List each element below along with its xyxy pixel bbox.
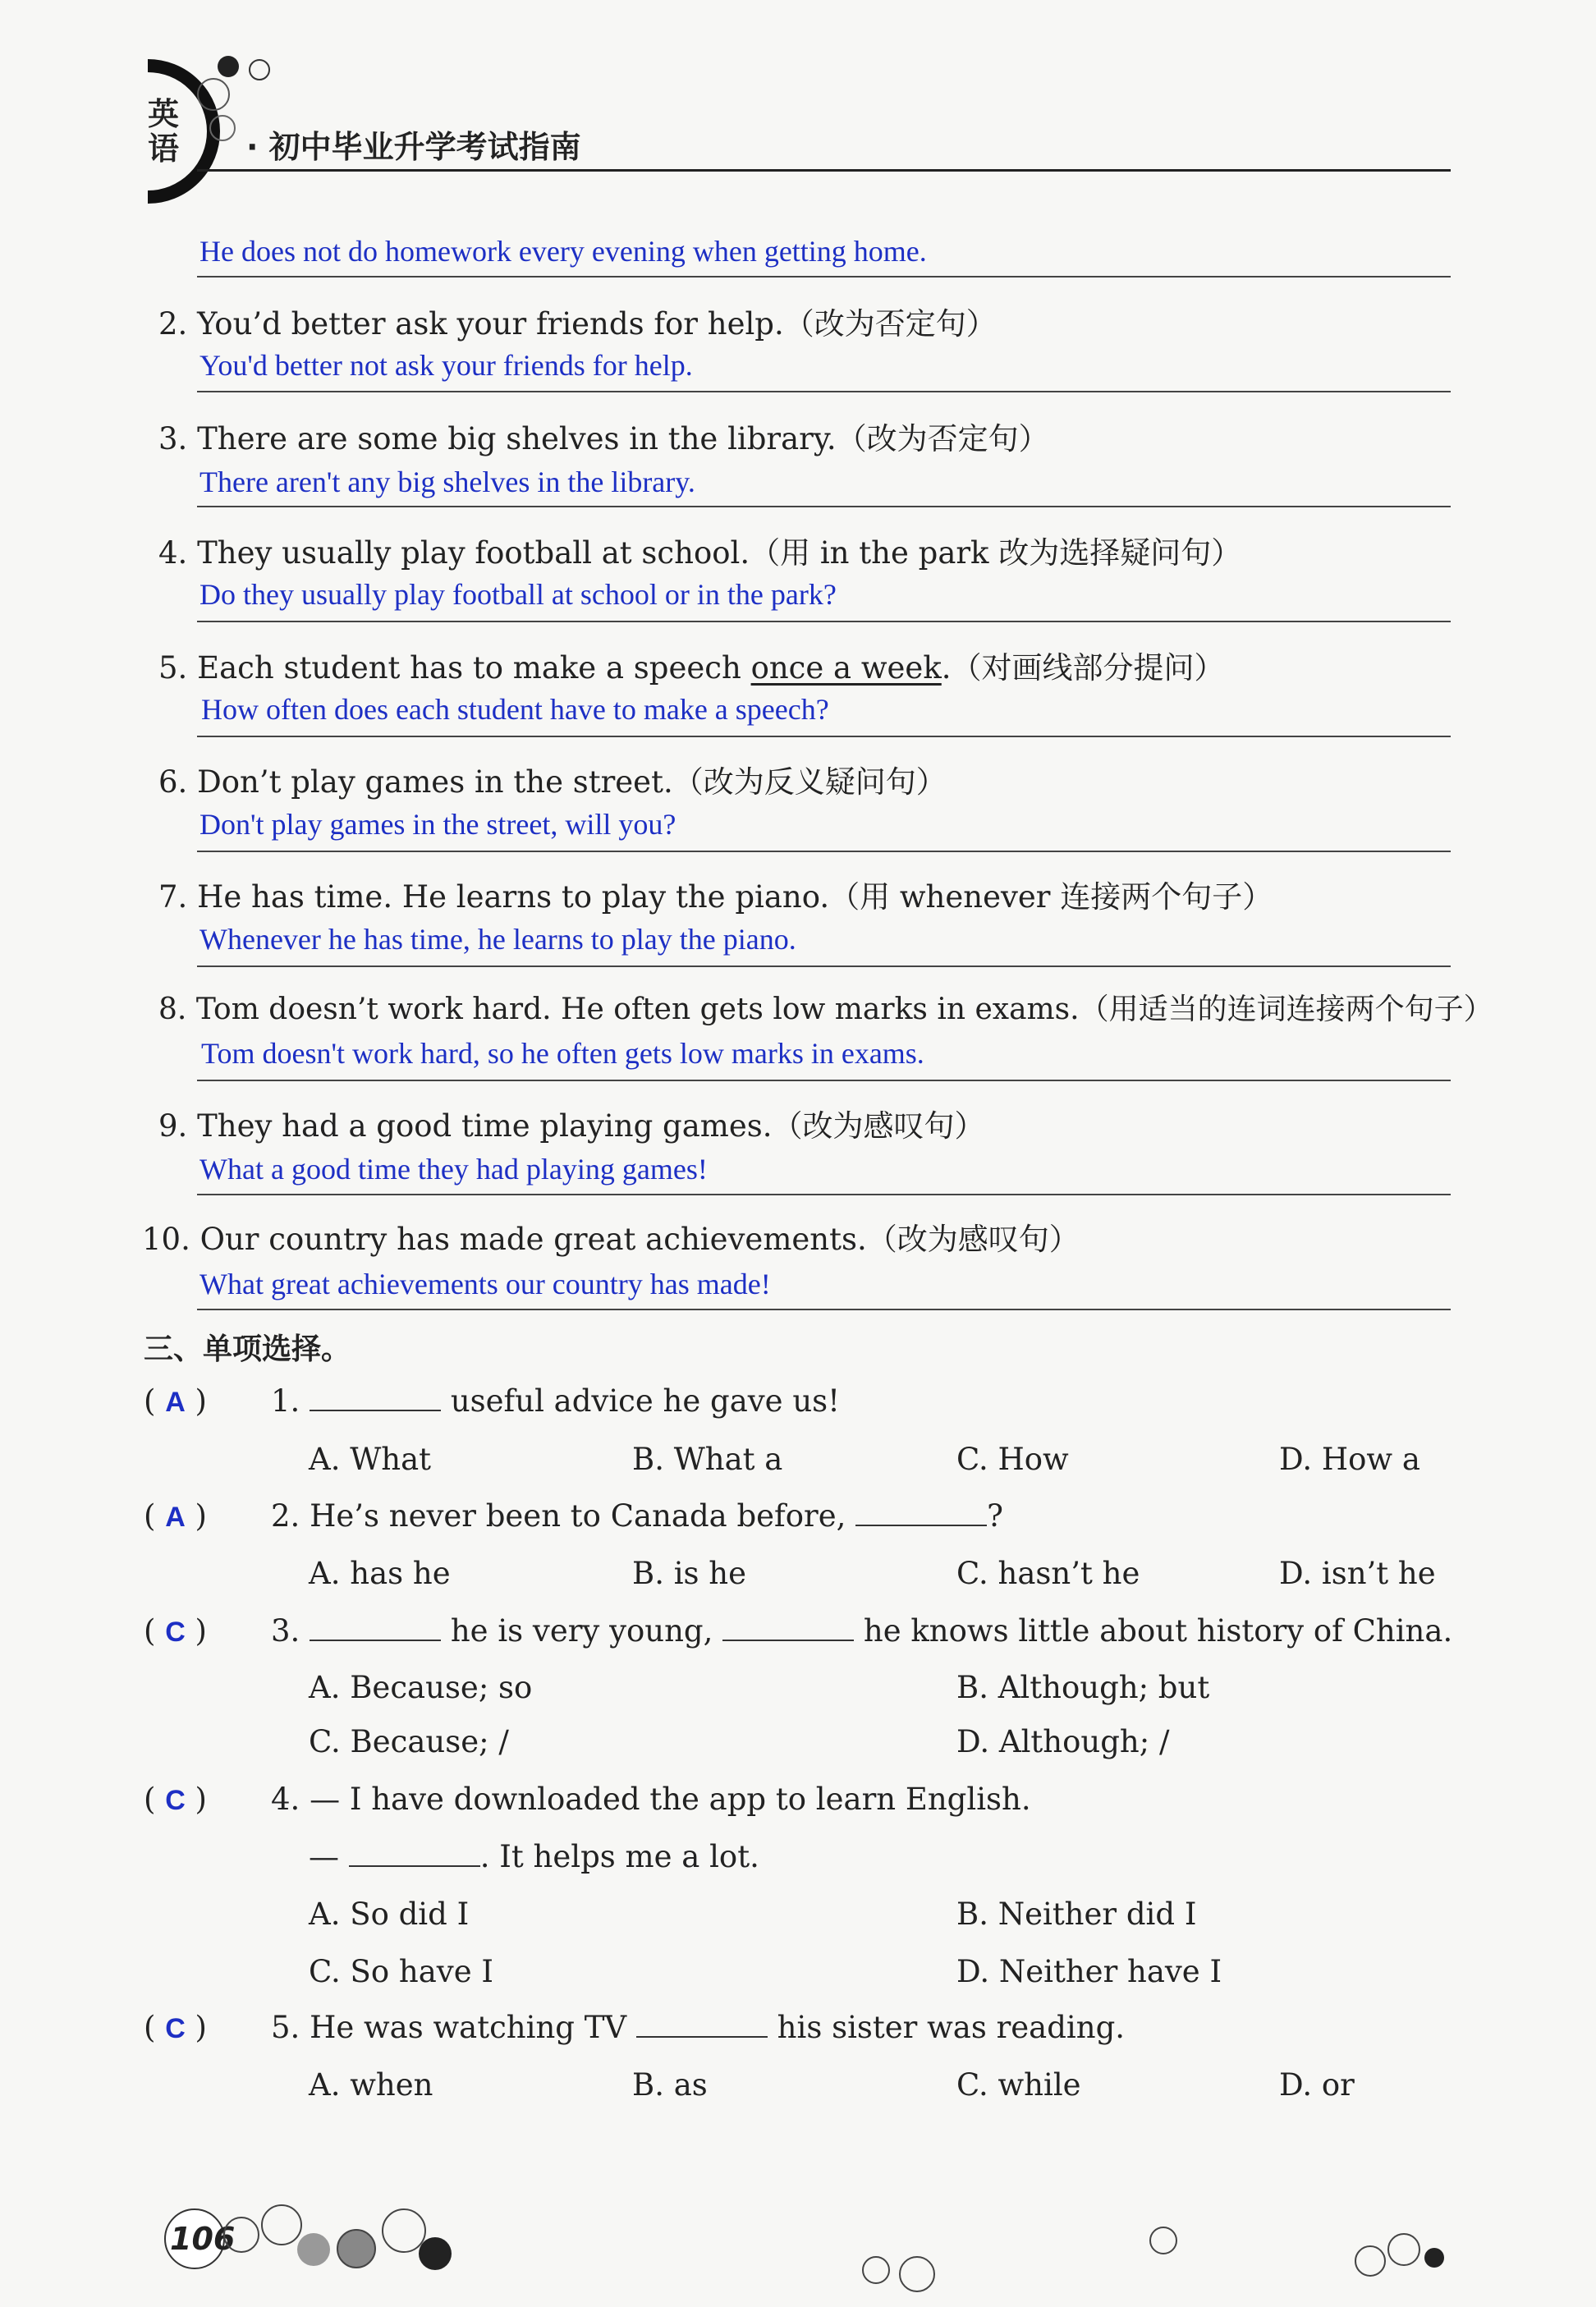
answer-3: There aren't any big shelves in the library. (200, 466, 695, 498)
answer-line (197, 391, 1451, 392)
answer-8: Tom doesn't work hard, so he often gets low marks in exams. (201, 1037, 924, 1070)
question-9: 9. They had a good time playing games.（改为感叹句） (158, 1108, 985, 1144)
question-8: 8. Tom doesn’t work hard. He often gets low marks in exams.（用适当的连词连接两个句子） (158, 993, 1493, 1026)
option-d[interactable]: D. Although; / (956, 1724, 1170, 1759)
option-a[interactable]: A. What (309, 1442, 432, 1477)
answer-slot-4: ( C ) (144, 1782, 207, 1817)
answer-7: Whenever he has time, he learns to play the piano. (200, 923, 796, 956)
answer-line (197, 506, 1451, 507)
question-2: 2. You’d better ask your friends for help.（改为否定句） (158, 306, 997, 342)
answer-line (197, 276, 1451, 277)
mc-question-4: 4. — I have downloaded the app to learn English. (271, 1782, 1031, 1817)
footer-dot-icon (1424, 2248, 1444, 2268)
option-c[interactable]: C. hasn’t he (956, 1556, 1140, 1591)
answer-slot-5: ( C ) (144, 2010, 207, 2045)
option-b[interactable]: B. Although; but (956, 1670, 1210, 1705)
section-heading: 三、单项选择。 (144, 1332, 351, 1366)
footer-dot-icon (1149, 2227, 1177, 2254)
answer-line (197, 1194, 1451, 1195)
answer-line (197, 851, 1451, 852)
mc-question-2: 2. He’s never been to Canada before, ? (271, 1498, 1003, 1534)
option-c[interactable]: C. So have I (309, 1954, 493, 1989)
option-d[interactable]: D. or (1279, 2067, 1355, 2103)
answer-line (197, 1080, 1451, 1081)
answer-5: How often does each student have to make a speech? (201, 693, 829, 726)
book-title: · 初中毕业升学考试指南 (246, 129, 581, 165)
question-3: 3. There are some big shelves in the library.（改为否定句） (158, 421, 1049, 456)
footer-dot-icon (862, 2256, 890, 2284)
option-b[interactable]: B. is he (632, 1556, 747, 1591)
footer-dot-icon (337, 2229, 376, 2268)
footer-dot-icon (899, 2256, 935, 2292)
header-dot-icon (209, 115, 236, 141)
question-4: 4. They usually play football at school.（用 in the park 改为选择疑问句） (158, 535, 1242, 571)
question-5: 5. Each student has to make a speech once a week.（对画线部分提问） (158, 650, 1225, 686)
subject-label: 英 语 (148, 96, 180, 167)
question-7: 7. He has time. He learns to play the piano.（用 whenever 连接两个句子） (158, 879, 1273, 915)
option-d[interactable]: D. Neither have I (956, 1954, 1222, 1989)
answer-1: He does not do homework every evening when getting home. (200, 235, 927, 268)
answer-4: Do they usually play football at school or in the park? (200, 578, 837, 611)
option-d[interactable]: D. How a (1279, 1442, 1420, 1477)
option-c[interactable]: C. How (956, 1442, 1069, 1477)
option-b[interactable]: B. as (632, 2067, 708, 2103)
option-b[interactable]: B. What a (632, 1442, 783, 1477)
footer-dot-icon (1355, 2245, 1386, 2277)
answer-line (197, 621, 1451, 622)
option-c[interactable]: C. Because; / (309, 1724, 509, 1759)
header-rule (197, 169, 1451, 172)
footer-dot-icon (261, 2204, 302, 2245)
header-dot-icon (218, 56, 239, 77)
option-c[interactable]: C. while (956, 2067, 1081, 2103)
question-10: 10. Our country has made great achievements.（改为感叹句） (142, 1222, 1080, 1257)
header-dot-icon (197, 78, 230, 111)
answer-slot-3: ( C ) (144, 1613, 207, 1649)
mc-question-5: 5. He was watching TV his sister was reading. (271, 2010, 1126, 2045)
option-a[interactable]: A. has he (309, 1556, 451, 1591)
footer-dot-icon (1387, 2233, 1420, 2266)
answer-line (197, 736, 1451, 737)
page-number: 106 (170, 2221, 236, 2257)
answer-2: You'd better not ask your friends for help. (200, 349, 693, 382)
footer-dot-icon (419, 2237, 452, 2270)
option-a[interactable]: A. Because; so (309, 1670, 533, 1705)
answer-line (197, 965, 1451, 967)
footer-dot-icon (223, 2217, 259, 2253)
option-a[interactable]: A. when (309, 2067, 433, 2103)
option-d[interactable]: D. isn’t he (1279, 1556, 1436, 1591)
mc-question-3: 3. he is very young, he knows little about history of China. (271, 1613, 1453, 1649)
answer-6: Don't play games in the street, will you? (200, 808, 676, 841)
option-b[interactable]: B. Neither did I (956, 1897, 1197, 1932)
header-dot-icon (249, 59, 270, 80)
mc-question-4-reply: — . It helps me a lot. (309, 1839, 759, 1874)
mc-question-1: 1. useful advice he gave us! (271, 1383, 841, 1419)
option-a[interactable]: A. So did I (309, 1897, 470, 1932)
answer-9: What a good time they had playing games! (200, 1153, 708, 1186)
question-6: 6. Don’t play games in the street.（改为反义疑问句） (158, 764, 947, 800)
answer-line (197, 1309, 1451, 1310)
footer-dot-icon (297, 2233, 330, 2266)
answer-10: What great achievements our country has made! (200, 1268, 771, 1300)
answer-slot-2: ( A ) (144, 1498, 207, 1534)
answer-slot-1: ( A ) (144, 1383, 207, 1419)
